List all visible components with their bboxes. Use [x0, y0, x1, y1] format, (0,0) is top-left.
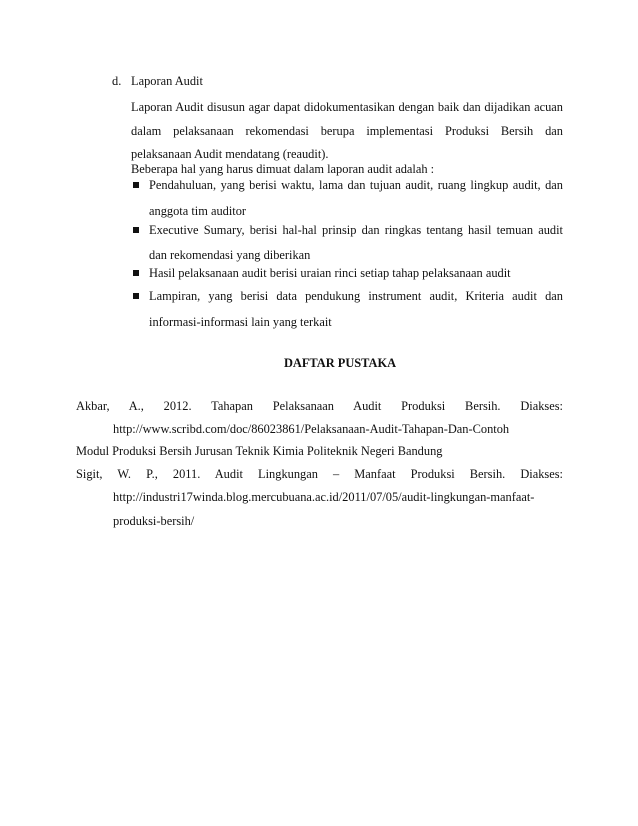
bibliography-line: Sigit, W. P., 2011. Audit Lingkungan – Manfaat Produksi Bersih. Diakses: [76, 467, 563, 481]
bullet-line: anggota tim auditor [149, 204, 247, 218]
bibliography-line: Modul Produksi Bersih Jurusan Teknik Kimia Politeknik Negeri Bandung [76, 444, 443, 458]
bibliography-line: Akbar, A., 2012. Tahapan Pelaksanaan Audit Produksi Bersih. Diakses: [76, 399, 563, 413]
bullet-line: Lampiran, yang berisi data pendukung instrument audit, Kriteria audit dan [149, 289, 563, 303]
bibliography-url: http://industri17winda.blog.mercubuana.ac.id/2011/07/05/audit-lingkungan-manfaat- [113, 490, 535, 504]
bullet-line: informasi-informasi lain yang terkait [149, 315, 332, 329]
square-bullet-icon [133, 270, 139, 276]
bullet-line: Pendahuluan, yang berisi waktu, lama dan tujuan audit, ruang lingkup audit, dan [149, 178, 563, 192]
square-bullet-icon [133, 293, 139, 299]
section-marker: d. [112, 74, 122, 88]
bullet-line: Executive Sumary, berisi hal-hal prinsip dan ringkas tentang hasil temuan audit [149, 223, 563, 237]
bibliography-url: produksi-bersih/ [113, 514, 195, 528]
paragraph-line: Beberapa hal yang harus dimuat dalam laporan audit adalah : [131, 162, 435, 176]
paragraph-line: pelaksanaan Audit mendatang (reaudit). [131, 147, 329, 161]
bullet-line: dan rekomendasi yang diberikan [149, 248, 311, 262]
paragraph-line: dalam pelaksanaan rekomendasi berupa implementasi Produksi Bersih dan [131, 124, 563, 138]
square-bullet-icon [133, 182, 139, 188]
paragraph-line: Laporan Audit disusun agar dapat didokumentasikan dengan baik dan dijadikan acuan [131, 100, 563, 114]
bibliography-heading: DAFTAR PUSTAKA [283, 356, 397, 370]
bibliography-url: http://www.scribd.com/doc/86023861/Pelaksanaan-Audit-Tahapan-Dan-Contoh [113, 422, 510, 436]
square-bullet-icon [133, 227, 139, 233]
bullet-line: Hasil pelaksanaan audit berisi uraian rinci setiap tahap pelaksanaan audit [149, 266, 511, 280]
section-title: Laporan Audit [131, 74, 203, 88]
